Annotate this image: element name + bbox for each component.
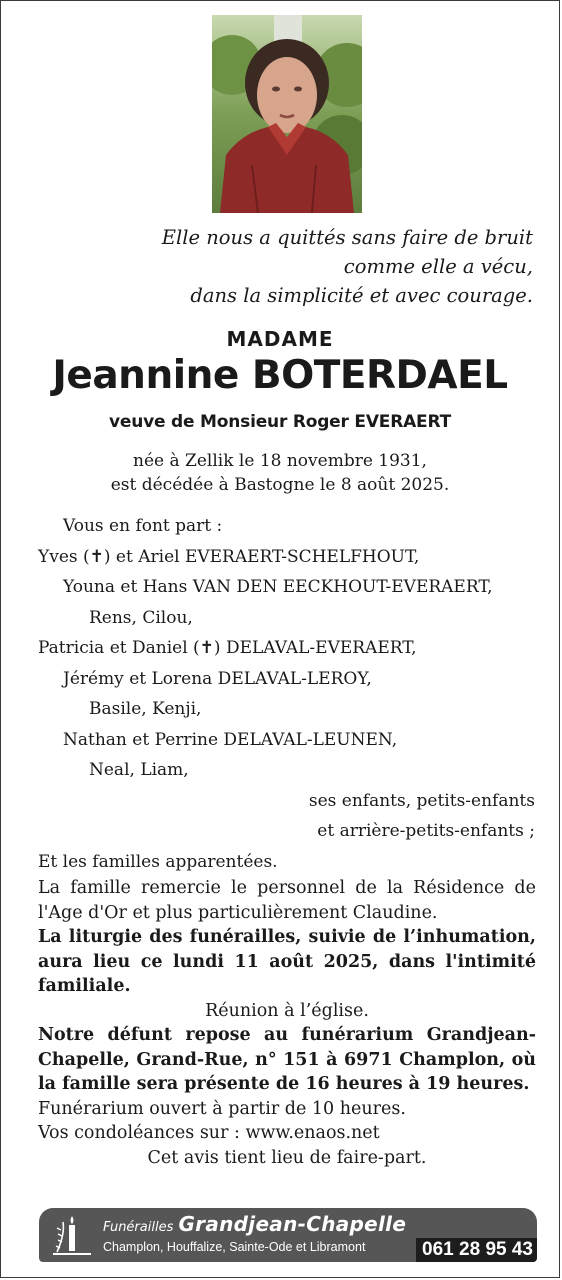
family-line: Nathan et Perrine DELAVAL-LEUNEN, [63, 729, 398, 750]
family-line: Neal, Liam, [89, 760, 189, 780]
family-line: Basile, Kenji, [89, 699, 202, 719]
brand-prefix: Funérailles [103, 1220, 174, 1235]
descendants-line: ses enfants, petits-enfants [308, 790, 535, 811]
phone-number[interactable]: 061 28 95 43 [416, 1238, 537, 1262]
family-line: Yves (✝) et Ariel EVERAERT-SCHELFHOUT, [38, 546, 420, 567]
family-line: Patricia et Daniel (✝) DELAVAL-EVERAERT, [38, 638, 417, 658]
birth-line: née à Zellik le 18 novembre 1931, [133, 451, 427, 471]
funeral-details [38, 876, 536, 1170]
meeting-line: Réunion à l’église. [205, 1000, 369, 1021]
funeral-home-name [103, 1212, 406, 1236]
descendants-line: et arrière-petits-enfants ; [317, 821, 535, 841]
funeral-home-locations: Champlon, Houffalize, Sainte-Ode et Libramont [103, 1240, 366, 1254]
notice-line: Cet avis tient lieu de faire-part. [147, 1147, 427, 1168]
condolences-line: Vos condoléances sur : www.enaos.net [38, 1123, 380, 1143]
brand-name: Grandjean-Chapelle [178, 1212, 407, 1236]
opening-hours: Funérarium ouvert à partir de 10 heures. [38, 1098, 406, 1119]
repose-paragraph: Notre défunt repose au funérarium Grandjean-Chapelle, Grand-Rue, n° 151 à 6971 Champlon, où la famille sera présente de 16 heures à 19 heures. [38, 1025, 536, 1094]
quote-line: dans la simplicité et avec courage. [190, 284, 533, 307]
widow-of: veuve de Monsieur Roger EVERAERT [109, 412, 451, 432]
death-line: est décédée à Bastogne le 8 août 2025. [110, 475, 450, 495]
funeral-home-banner [39, 1208, 537, 1262]
liturgy-paragraph: La liturgie des funérailles, suivie de l’inhumation, aura lieu ce lundi 11 août 2025, dans l'intimité familiale. [38, 927, 536, 996]
epitaph-quote [113, 223, 533, 310]
quote-line: comme elle a vécu, [343, 255, 533, 278]
candle-wheat-icon [47, 1212, 97, 1258]
family-list [1, 511, 561, 877]
relatives-line: Et les familles apparentées. [38, 851, 278, 872]
family-line: Jérémy et Lorena DELAVAL-LEROY, [63, 668, 372, 689]
birth-death-info [1, 449, 559, 497]
honorific: MADAME [226, 327, 334, 351]
family-line: Youna et Hans VAN DEN EECKHOUT-EVERAERT, [63, 577, 493, 597]
family-line: Rens, Cilou, [89, 607, 193, 628]
quote-line: Elle nous a quittés sans faire de bruit [161, 226, 533, 249]
portrait-photo [212, 15, 362, 213]
deceased-name: Jeannine BOTERDAEL [52, 353, 508, 398]
family-intro: Vous en font part : [63, 516, 223, 536]
thanks-paragraph: La famille remercie le personnel de la Résidence de l'Age d'Or et plus particulièrement Claudine. [38, 878, 536, 923]
